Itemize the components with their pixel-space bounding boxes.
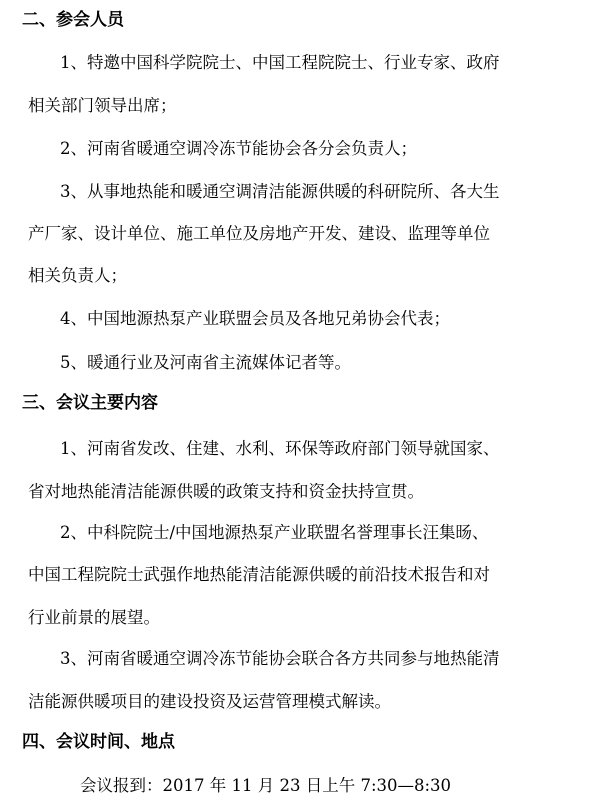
attendee-item-3-line-1: 3、从事地热能和暖通空调清洁能源供暖的科研院所、各大生 bbox=[60, 182, 500, 201]
attendee-item-3-line-2: 产厂家、设计单位、施工单位及房地产开发、建设、监理等单位 bbox=[28, 224, 490, 243]
content-item-3-line-1: 3、河南省暖通空调冷冻节能协会联合各方共同参与地热能清 bbox=[60, 649, 500, 668]
registration-time: 会议报到：2017 年 11 月 23 日上午 7:30—8:30 bbox=[80, 776, 452, 795]
attendee-item-1-line-1: 1、特邀中国科学院院士、中国工程院院士、行业专家、政府 bbox=[60, 53, 500, 72]
attendee-item-3-line-3: 相关负责人； bbox=[28, 266, 127, 285]
content-item-2-line-3: 行业前景的展望。 bbox=[28, 608, 160, 627]
attendee-item-2: 2、河南省暖通空调冷冻节能协会各分会负责人； bbox=[60, 139, 417, 158]
content-item-1-line-2: 省对地热能清洁能源供暖的政策支持和资金扶持宣贯。 bbox=[28, 482, 424, 501]
attendee-item-5: 5、暖通行业及河南省主流媒体记者等。 bbox=[60, 353, 351, 372]
content-item-2-line-1: 2、中科院院士/中国地源热泵产业联盟名誉理事长汪集旸、 bbox=[60, 523, 489, 542]
attendee-item-1-line-2: 相关部门领导出席； bbox=[28, 96, 177, 115]
content-item-1-line-1: 1、河南省发改、住建、水利、环保等政府部门领导就国家、 bbox=[60, 439, 500, 458]
section-heading-main-content: 三、会议主要内容 bbox=[22, 393, 158, 413]
section-heading-time-place: 四、会议时间、地点 bbox=[22, 732, 175, 752]
section-heading-attendees: 二、参会人员 bbox=[22, 10, 124, 30]
content-item-2-line-2: 中国工程院院士武强作地热能清洁能源供暖的前沿技术报告和对 bbox=[28, 565, 490, 584]
content-item-3-line-2: 洁能源供暖项目的建设投资及运营管理模式解读。 bbox=[28, 692, 391, 711]
attendee-item-4: 4、中国地源热泵产业联盟会员及各地兄弟协会代表； bbox=[60, 309, 450, 328]
